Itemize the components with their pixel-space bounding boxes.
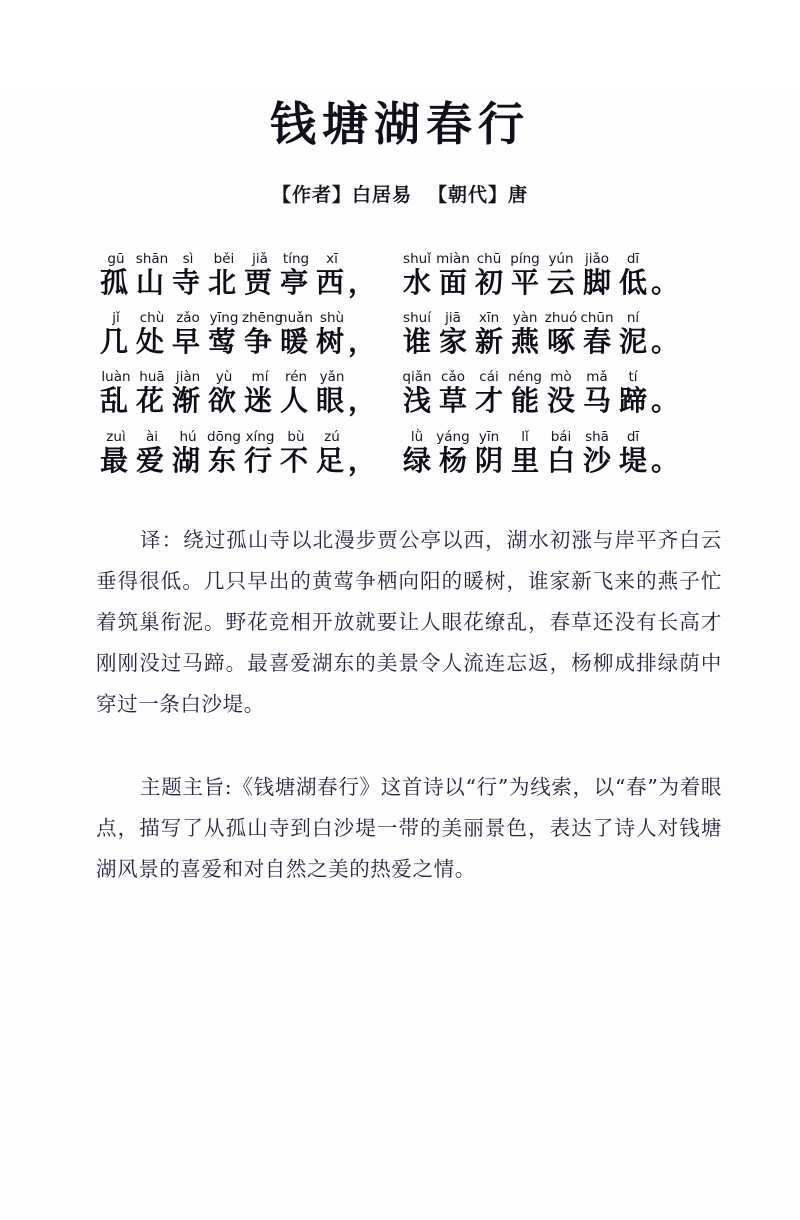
pinyin-row [391,429,691,445]
hanzi-char: 春 [582,325,611,359]
pinyin-row [96,310,391,326]
pinyin-syllable: xíng [245,428,275,445]
hanzi-char: 湖 [171,443,200,477]
author-name: 白居易 [351,185,412,206]
pinyin-syllable: yún [548,251,574,267]
hanzi-char: 低 [618,266,647,299]
pinyin-syllable: yàn [512,310,538,327]
hanzi-char: 草 [438,384,467,418]
punctuation: ， [348,384,377,418]
pinyin-syllable: huā [139,369,165,386]
hanzi-char: 处 [135,325,164,359]
pinyin-syllable: dōng [207,428,241,445]
pinyin-syllable: chū [476,251,502,267]
hanzi-char: 新 [474,325,503,359]
hanzi-char: 堤 [618,443,647,477]
hanzi-char: 水 [402,266,431,299]
hanzi-char: 西 [315,266,344,299]
pinyin-syllable: yù [215,369,233,386]
pinyin-syllable: jiǎo [584,251,610,267]
hanzi-char: 暖 [279,325,308,359]
author-label: 【作者】 [271,185,352,206]
pinyin-syllable: hú [179,428,197,445]
pinyin-syllable: jiā [445,310,461,327]
hanzi-char: 里 [510,443,539,477]
pinyin-syllable: běi [213,251,235,267]
hanzi-char: 啄 [546,325,575,359]
poem-half-second [391,429,691,476]
hanzi-row [96,327,391,357]
hanzi-char: 没 [546,384,575,418]
pinyin-syllable: jiǎ [252,251,268,267]
pinyin-syllable: sì [182,251,194,267]
hanzi-char: 东 [207,443,236,477]
pinyin-syllable: néng [508,369,542,386]
hanzi-row [391,443,691,477]
page-title: 钱塘湖春行 [270,97,530,151]
hanzi-char: 谁 [402,325,431,359]
pinyin-syllable: lǐ [521,428,529,445]
hanzi-row [96,268,391,298]
pinyin-row [391,251,691,267]
hanzi-char: 花 [135,384,164,418]
hanzi-char: 面 [438,266,467,299]
pinyin-row [391,369,691,385]
pinyin-syllable: zuì [106,428,126,445]
hanzi-char: 亭 [279,266,308,299]
hanzi-char: 阴 [474,443,503,477]
pinyin-syllable: shā [585,428,609,445]
hanzi-char: 争 [243,325,272,359]
pinyin-syllable: shuǐ [403,251,431,267]
pinyin-syllable: cái [479,369,499,386]
pinyin-syllable: yīng [209,310,239,327]
hanzi-char: 足 [315,443,344,477]
hanzi-char: 家 [438,325,467,359]
hanzi-char: 迷 [243,384,272,418]
hanzi-char: 才 [474,384,503,418]
poem-line [96,310,724,357]
pinyin-syllable: zhuó [544,310,578,327]
pinyin-syllable: tí [628,369,638,386]
hanzi-char: 云 [546,266,575,299]
pinyin-syllable: rén [284,369,308,386]
hanzi-char: 浅 [402,384,431,418]
pinyin-syllable: gū [107,251,125,267]
poem-half-first [96,369,391,416]
pinyin-syllable: zǎo [176,310,200,327]
byline [0,180,800,207]
pinyin-syllable: zú [324,428,340,445]
hanzi-char: 平 [510,266,539,299]
pinyin-syllable: shān [135,251,169,267]
pinyin-syllable: jiàn [175,369,201,386]
punctuation: 。 [651,384,680,418]
translation-paragraph: 译：绕过孤山寺以北漫步贾公亭以西，湖水初涨与岸平齐白云垂得很低。几只早出的黄莺争栖向阳的暖树，谁家新飞来的燕子忙着筑巢衔泥。野花竞相开放就要让人眼花缭乱，春草还没有长高才刚刚没过马蹄。最喜爱湖东的美景令人流连忘返，杨柳成排绿荫中穿过一条白沙堤。 [96,527,722,716]
hanzi-char: 沙 [582,443,611,477]
hanzi-row [391,268,691,298]
poem-half-first [96,251,391,298]
pinyin-syllable: yáng [436,428,470,445]
hanzi-char: 蹄 [618,384,647,418]
pinyin-syllable: lǜ [410,428,424,445]
pinyin-syllable: píng [510,251,540,267]
punctuation: ， [348,325,377,359]
pinyin-syllable: nuǎn [279,310,313,327]
punctuation: 。 [651,266,680,299]
pinyin-syllable: shù [319,310,345,327]
pinyin-syllable: shuí [403,310,431,327]
pinyin-syllable: tíng [282,251,310,267]
hanzi-char: 欲 [207,384,236,418]
hanzi-row [391,386,691,416]
hanzi-char: 早 [171,325,200,359]
hanzi-char: 人 [279,384,308,418]
hanzi-char: 白 [546,443,575,477]
pinyin-syllable: mò [550,369,572,386]
pinyin-syllable: dī [626,428,640,445]
poem-half-first [96,310,391,357]
pinyin-syllable: ní [626,310,640,327]
hanzi-char: 乱 [99,384,128,418]
dynasty-name: 唐 [508,185,529,206]
hanzi-char: 不 [279,443,308,477]
poem-line [96,369,724,416]
pinyin-syllable: zhēng [242,310,284,327]
pinyin-row [96,429,391,445]
hanzi-row [391,327,691,357]
poem-line [96,251,724,298]
hanzi-char: 树 [315,325,344,359]
pinyin-syllable: yǎn [319,369,345,386]
dynasty-label: 【朝代】 [428,185,509,206]
hanzi-char: 初 [474,266,503,299]
pinyin-syllable: miàn [436,251,470,267]
hanzi-row [96,386,391,416]
prose-section [0,520,800,890]
poem-line [96,429,724,476]
pinyin-syllable: ài [145,428,159,445]
hanzi-char: 寺 [171,266,200,299]
pinyin-syllable: chūn [580,310,614,327]
pinyin-syllable: bái [550,428,572,445]
hanzi-char: 几 [99,325,128,359]
hanzi-row [96,443,391,477]
hanzi-char: 眼 [315,384,344,418]
pinyin-row [391,310,691,326]
pinyin-syllable: jǐ [112,310,120,327]
pinyin-syllable: cǎo [441,369,465,386]
pinyin-syllable: chù [139,310,165,327]
poem-half-second [391,310,691,357]
hanzi-char: 燕 [510,325,539,359]
hanzi-char: 行 [243,443,272,477]
hanzi-char: 莺 [207,325,236,359]
poem-half-first [96,429,391,476]
hanzi-char: 孤 [99,266,128,299]
poem-half-second [391,369,691,416]
hanzi-char: 能 [510,384,539,418]
theme-paragraph: 主题主旨:《钱塘湖春行》这首诗以“行”为线索，以“春”为着眼点，描写了从孤山寺到白沙堤一带的美丽景色，表达了诗人对钱塘湖风景的喜爱和对自然之美的热爱之情。 [96,774,722,881]
hanzi-char: 渐 [171,384,200,418]
pinyin-syllable: xīn [478,310,500,327]
pinyin-syllable: qiǎn [402,369,432,386]
hanzi-char: 马 [582,384,611,418]
pinyin-syllable: mí [251,369,269,386]
punctuation: 。 [651,325,680,359]
hanzi-char: 杨 [438,443,467,477]
hanzi-char: 绿 [402,443,431,477]
pinyin-syllable: bù [287,428,305,445]
punctuation: 。 [651,443,680,477]
hanzi-char: 爱 [135,443,164,477]
pinyin-syllable: yīn [478,428,500,445]
hanzi-char: 泥 [618,325,647,359]
hanzi-char: 北 [207,266,236,299]
hanzi-char: 贾 [243,266,272,299]
hanzi-char: 脚 [582,266,611,299]
poem-body [0,251,800,476]
hanzi-char: 最 [99,443,128,477]
punctuation: ， [348,266,377,299]
poem-half-second [391,251,691,298]
hanzi-char: 山 [135,266,164,299]
pinyin-syllable: mǎ [586,369,608,386]
pinyin-syllable: luàn [101,369,131,386]
punctuation: ， [348,443,377,477]
pinyin-syllable: xī [326,251,338,267]
pinyin-syllable: dī [626,251,640,267]
poem-page [0,88,800,1220]
pinyin-row [96,251,391,267]
pinyin-row [96,369,391,385]
